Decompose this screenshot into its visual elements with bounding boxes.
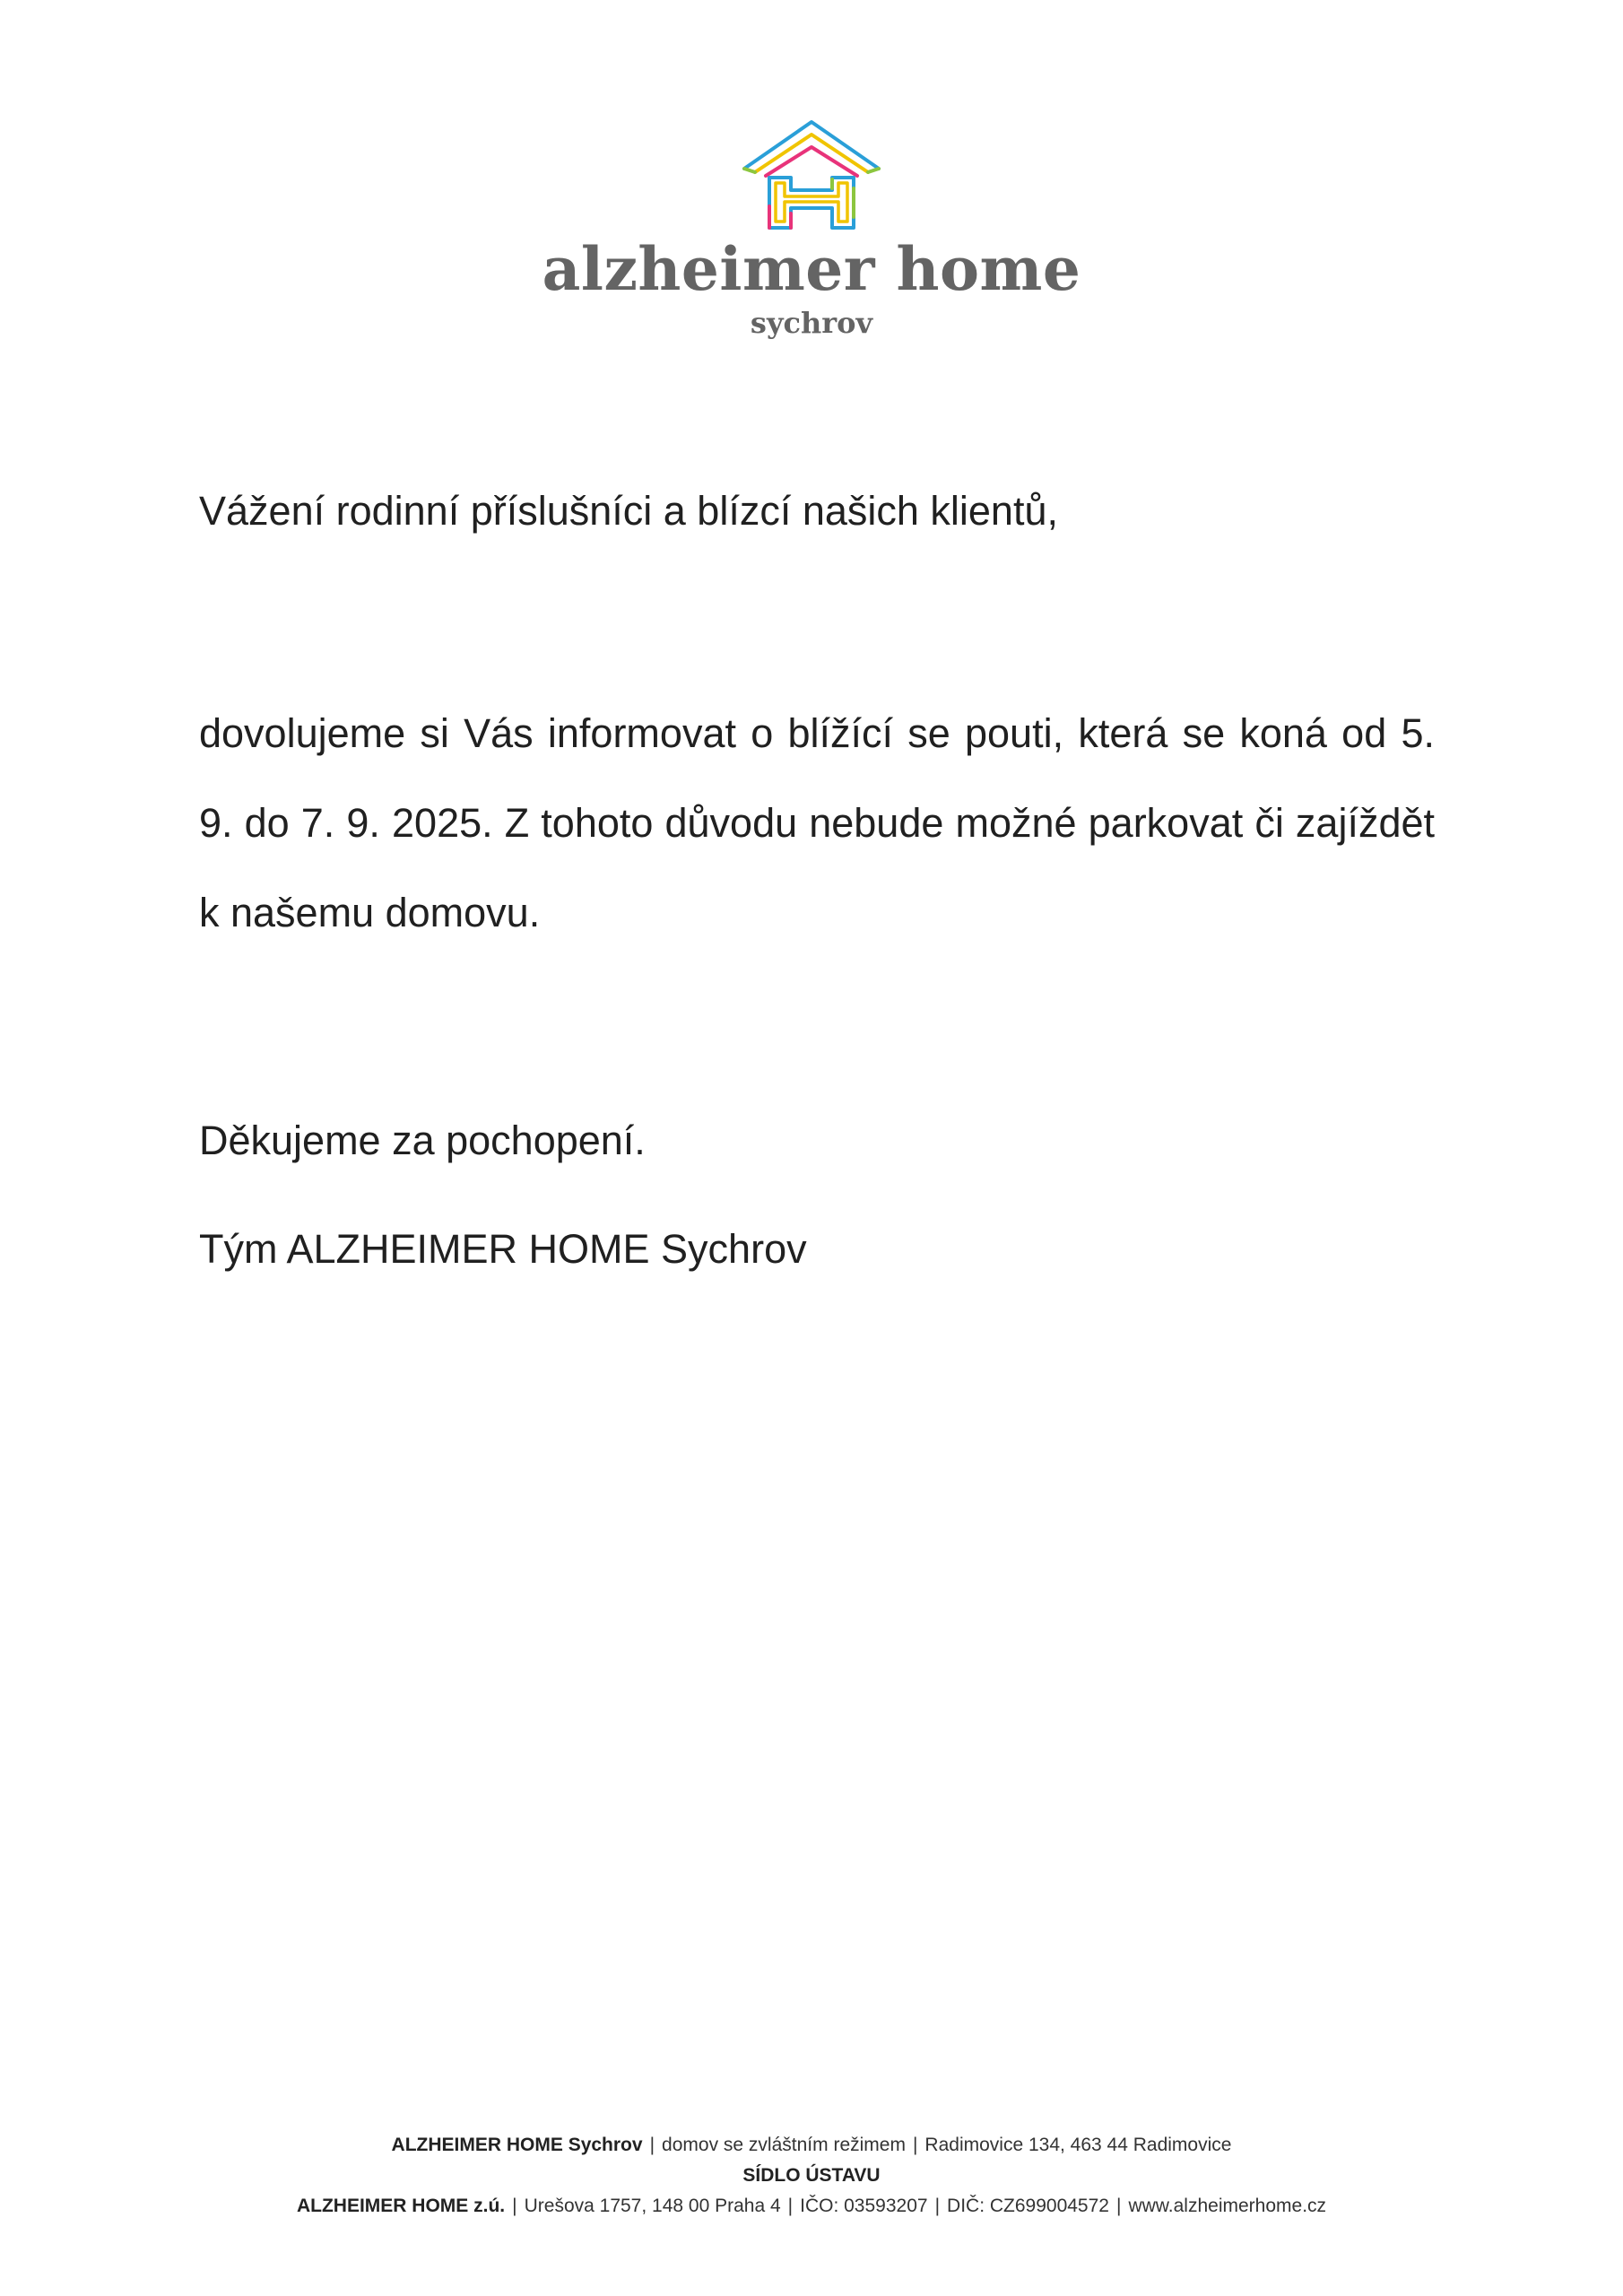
footer-line-3: ALZHEIMER HOME z.ú. | Urešova 1757, 148 00 Praha 4 | IČO: 03593207 | DIČ: CZ699004572 | www.alzheimerhome.cz	[296, 2196, 1327, 2216]
footer-org-name: ALZHEIMER HOME Sychrov	[391, 2135, 643, 2155]
footer-legal-entity: ALZHEIMER HOME z.ú.	[296, 2196, 506, 2216]
logo	[0, 117, 1623, 339]
house-h-icon	[735, 117, 888, 233]
footer-line-2	[0, 2161, 1623, 2191]
logo-name: alzheimer home	[542, 234, 1081, 304]
footer-seat-address: Urešova 1757, 148 00 Praha 4	[524, 2196, 781, 2216]
logo-subtitle: sychrov	[750, 305, 873, 340]
letter-salutation: Vážení rodinní příslušníci a blízcí našich klientů,	[199, 488, 1058, 534]
footer-line-1: ALZHEIMER HOME Sychrov | domov se zvláštním režimem | Radimovice 134, 463 44 Radimovice	[391, 2135, 1232, 2155]
letter-thanks: Děkujeme za pochopení.	[199, 1118, 646, 1163]
footer-website-link[interactable]: www.alzheimerhome.cz	[1128, 2196, 1327, 2216]
footer-facility-address: Radimovice 134, 463 44 Radimovice	[924, 2135, 1232, 2155]
footer-seat-heading: SÍDLO ÚSTAVU	[742, 2165, 881, 2186]
footer-facility-type: domov se zvláštním režimem	[662, 2135, 906, 2155]
letter-body: dovolujeme si Vás informovat o blížící se pouti, která se koná od 5. 9. do 7. 9. 2025. Z tohoto důvodu nebude možné parkovat či zajíždět k našemu domovu.	[199, 710, 1435, 935]
footer	[0, 2130, 1623, 2222]
letter-signature: Tým ALZHEIMER HOME Sychrov	[199, 1226, 807, 1272]
footer-ico: IČO: 03593207	[800, 2196, 928, 2216]
footer-dic: DIČ: CZ699004572	[947, 2196, 1109, 2216]
